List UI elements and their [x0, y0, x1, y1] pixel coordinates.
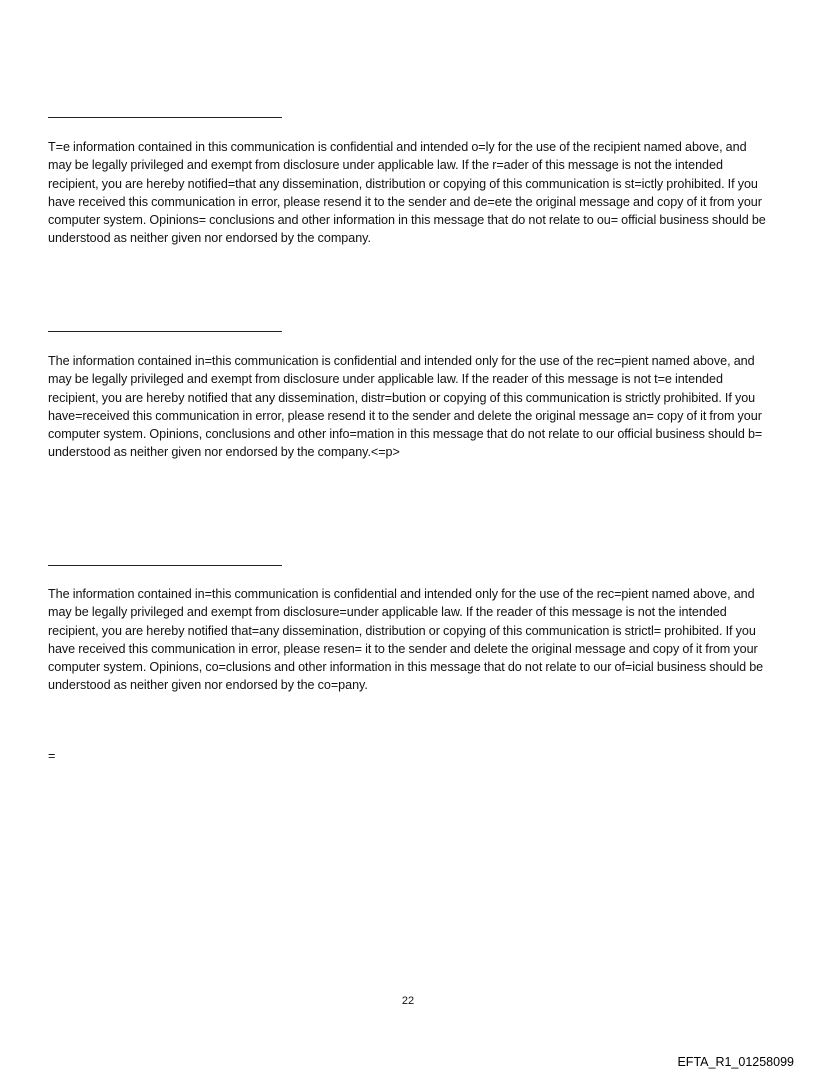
- page-number: 22: [401, 995, 415, 1007]
- separator-line: [48, 331, 282, 332]
- separator-line: [48, 565, 282, 566]
- disclaimer-paragraph-2: The information contained in=this communication is confidential and intended only for the use of the rec=pient named above, and may be legally privileged and exempt from disclosure under applicable law. If the reader of this message is not t=e intended recipient, you are hereby notified that any dissemination, distr=bution or copying of this communication is strictly prohibited. If you have=received this communication in error, please resend it to the sender and delete the original message an= copy of it from your computer system. Opinions, conclusions and other info=mation in this message that do not relate to our official business should b= understood as neither given nor endorsed by the company.<=p>: [48, 354, 763, 460]
- trailing-equals-sign: =: [48, 749, 56, 763]
- disclaimer-paragraph-3: The information contained in=this communication is confidential and intended only for the use of the rec=pient named above, and may be legally privileged and exempt from disclosure=under applicable law. If the reader of this message is not the intended recipient, you are hereby notified that=any dissemination, distribution or copying of this communication is strictl= prohibited. If you have received this communication in error, please resen= it to the sender and delete the original message and copy of it from your computer system. Opinions, co=clusions and other information in this message that do not relate to our of=icial business should be understood as neither given nor endorsed by the co=pany.: [48, 587, 764, 693]
- disclaimer-paragraph-1: T=e information contained in this communication is confidential and intended o=ly for the use of the recipient named above, and may be legally privileged and exempt from disclosure under applicable law. If the r=ader of this message is not the intended recipient, you are hereby notified=that any dissemination, distribution or copying of this communication is st=ictly prohibited. If you have received this communication in error, please resend it to the sender and de=ete the original message and copy of it from your computer system. Opinions= conclusions and other information in this message that do not relate to ou= official business should be understood as neither given nor endorsed by the company.: [48, 140, 766, 246]
- separator-line: [48, 117, 282, 118]
- document-id: EFTA_R1_01258099: [677, 1055, 794, 1069]
